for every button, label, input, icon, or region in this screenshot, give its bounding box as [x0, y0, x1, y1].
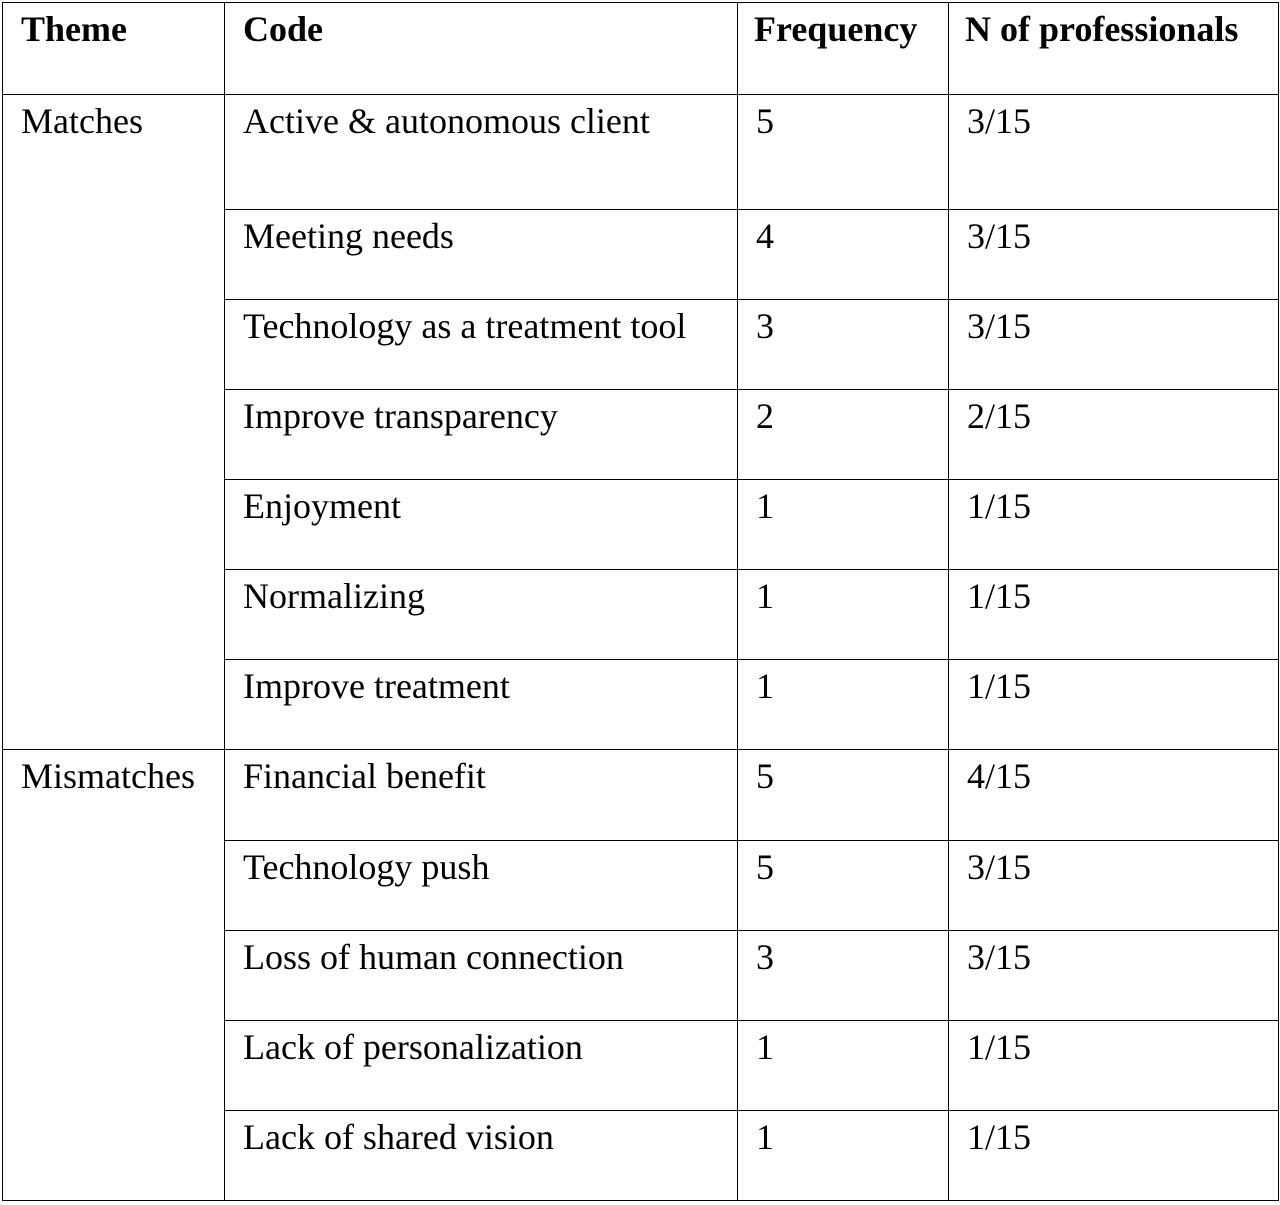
code-cell: Technology push	[225, 841, 738, 931]
frequency-cell: 5	[738, 750, 949, 841]
header-frequency: Frequency	[738, 3, 949, 95]
code-cell: Improve treatment	[225, 660, 738, 750]
frequency-cell: 1	[738, 480, 949, 570]
code-cell: Financial benefit	[225, 750, 738, 841]
frequency-cell: 1	[738, 570, 949, 660]
frequency-cell: 1	[738, 1021, 949, 1111]
n-professionals-cell: 3/15	[949, 931, 1279, 1021]
theme-cell-mismatches: Mismatches	[3, 750, 225, 1201]
code-cell: Loss of human connection	[225, 931, 738, 1021]
header-n-professionals: N of professionals	[949, 3, 1279, 95]
n-professionals-cell: 1/15	[949, 480, 1279, 570]
n-professionals-cell: 1/15	[949, 660, 1279, 750]
frequency-cell: 3	[738, 931, 949, 1021]
frequency-cell: 5	[738, 95, 949, 210]
table-row	[3, 750, 1279, 841]
code-cell: Meeting needs	[225, 210, 738, 300]
frequency-cell: 4	[738, 210, 949, 300]
table-row	[3, 95, 1279, 210]
frequency-cell: 3	[738, 300, 949, 390]
n-professionals-cell: 3/15	[949, 210, 1279, 300]
header-code: Code	[225, 3, 738, 95]
code-cell: Improve transparency	[225, 390, 738, 480]
code-cell: Normalizing	[225, 570, 738, 660]
code-cell: Lack of personalization	[225, 1021, 738, 1111]
code-cell: Enjoyment	[225, 480, 738, 570]
frequency-cell: 1	[738, 1111, 949, 1201]
n-professionals-cell: 2/15	[949, 390, 1279, 480]
code-cell: Lack of shared vision	[225, 1111, 738, 1201]
n-professionals-cell: 3/15	[949, 841, 1279, 931]
n-professionals-cell: 1/15	[949, 570, 1279, 660]
n-professionals-cell: 1/15	[949, 1111, 1279, 1201]
code-cell: Technology as a treatment tool	[225, 300, 738, 390]
theme-cell-matches: Matches	[3, 95, 225, 750]
header-row	[3, 3, 1279, 95]
n-professionals-cell: 3/15	[949, 300, 1279, 390]
theme-code-table	[2, 2, 1279, 1201]
n-professionals-cell: 1/15	[949, 1021, 1279, 1111]
frequency-cell: 2	[738, 390, 949, 480]
frequency-cell: 5	[738, 841, 949, 931]
n-professionals-cell: 3/15	[949, 95, 1279, 210]
code-cell: Active & autonomous client	[225, 95, 738, 210]
n-professionals-cell: 4/15	[949, 750, 1279, 841]
header-theme: Theme	[3, 3, 225, 95]
frequency-cell: 1	[738, 660, 949, 750]
